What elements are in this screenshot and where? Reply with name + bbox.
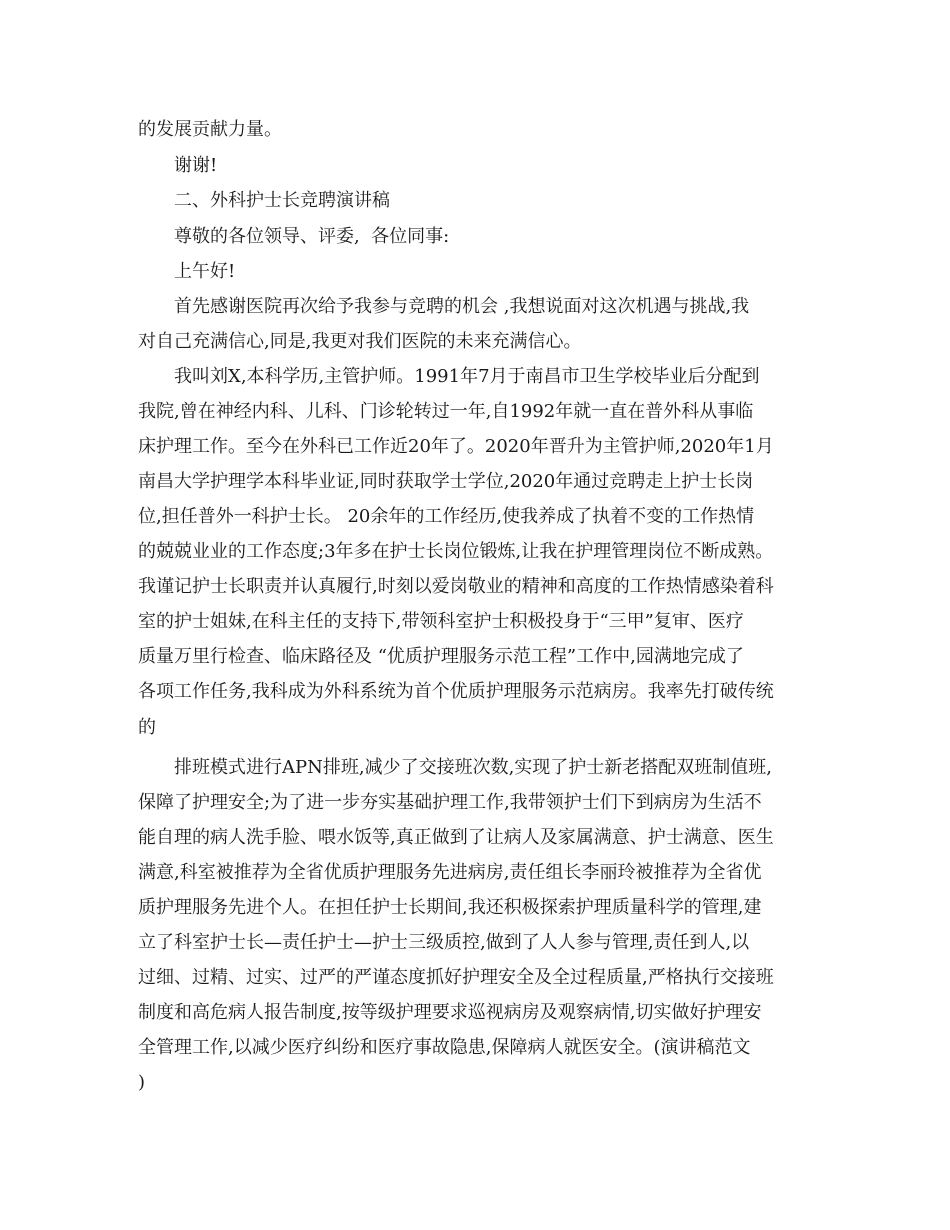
- text-line: 立了科室护士长—责任护士—护士三级质控,做到了人人参与管理,责任到人,以: [138, 932, 750, 953]
- text-line: 我谨记护士长职责并认真履行,时刻以爱岗敬业的精神和高度的工作热情感染着科: [138, 576, 774, 597]
- text-line: 质量万里行检查、临床路径及 “优质护理服务示范工程”工作中,园满地完成了: [138, 646, 744, 667]
- greeting: 上午好!: [174, 261, 236, 282]
- text-line: 排班模式进行APN排班,减少了交接班次数,实现了护士新老搭配双班制值班,: [174, 757, 773, 778]
- text-line: 对自己充满信心,同是,我更对我们医院的未来充满信心。: [138, 331, 582, 352]
- text-line: 保障了护理安全;为了进一步夯实基础护理工作,我带领护士们下到病房为生活不: [138, 792, 762, 813]
- text-line: 谢谢!: [174, 155, 218, 176]
- text-line: 全管理工作,以减少医疗纠纷和医疗事故隐患,保障病人就医安全。(演讲稿范文: [138, 1037, 751, 1058]
- salutation: 尊敬的各位领导、评委, 各位同事:: [174, 226, 450, 247]
- text-line: ): [138, 1072, 146, 1093]
- text-line: 我院,曾在神经内科、儿科、门诊轮转过一年,自1992年就一直在普外科从事临: [138, 401, 754, 422]
- text-line: 各项工作任务,我科成为外科系统为首个优质护理服务示范病房。我率先打破传统: [138, 681, 774, 702]
- text-line: 床护理工作。至今在外科已工作近20年了。2020年晋升为主管护师,2020年1月: [138, 436, 774, 457]
- text-line: 满意,科室被推荐为全省优质护理服务先进病房,责任组长李丽玲被推荐为全省优: [138, 862, 762, 883]
- text-line: 我叫刘X,本科学历,主管护师。1991年7月于南昌市卫生学校毕业后分配到: [174, 366, 760, 387]
- text-line: 质护理服务先进个人。在担任护士长期间,我还积极探索护理质量科学的管理,建: [138, 897, 762, 918]
- section-heading: 二、外科护士长竞聘演讲稿: [174, 190, 390, 211]
- text-line: 南昌大学护理学本科毕业证,同时获取学士学位,2020年通过竞聘走上护士长岗: [138, 471, 754, 492]
- text-line: 首先感谢医院再次给予我参与竞聘的机会 ,我想说面对这次机遇与挑战,我: [174, 296, 750, 317]
- text-line: 过细、过精、过实、过严的严谨态度抓好护理安全及全过程质量,严格执行交接班: [138, 967, 774, 988]
- text-line: 的兢兢业业的工作态度;3年多在护士长岗位锻炼,让我在护理管理岗位不断成熟。: [138, 541, 774, 562]
- text-line: 制度和高危病人报告制度,按等级护理要求巡视病房及观察病情,切实做好护理安: [138, 1002, 762, 1023]
- text-line: 能自理的病人洗手脸、喂水饭等,真正做到了让病人及家属满意、护士满意、医生: [138, 827, 774, 848]
- text-line: 的发展贡献力量。: [138, 119, 282, 140]
- text-line: 的: [138, 717, 156, 738]
- text-line: 位,担任普外一科护士长。 20余年的工作经历,使我养成了执着不变的工作热情: [138, 506, 755, 527]
- text-line: 室的护士姐妹,在科主任的支持下,带领科室护士积极投身于“三甲”复审、医疗: [138, 611, 744, 632]
